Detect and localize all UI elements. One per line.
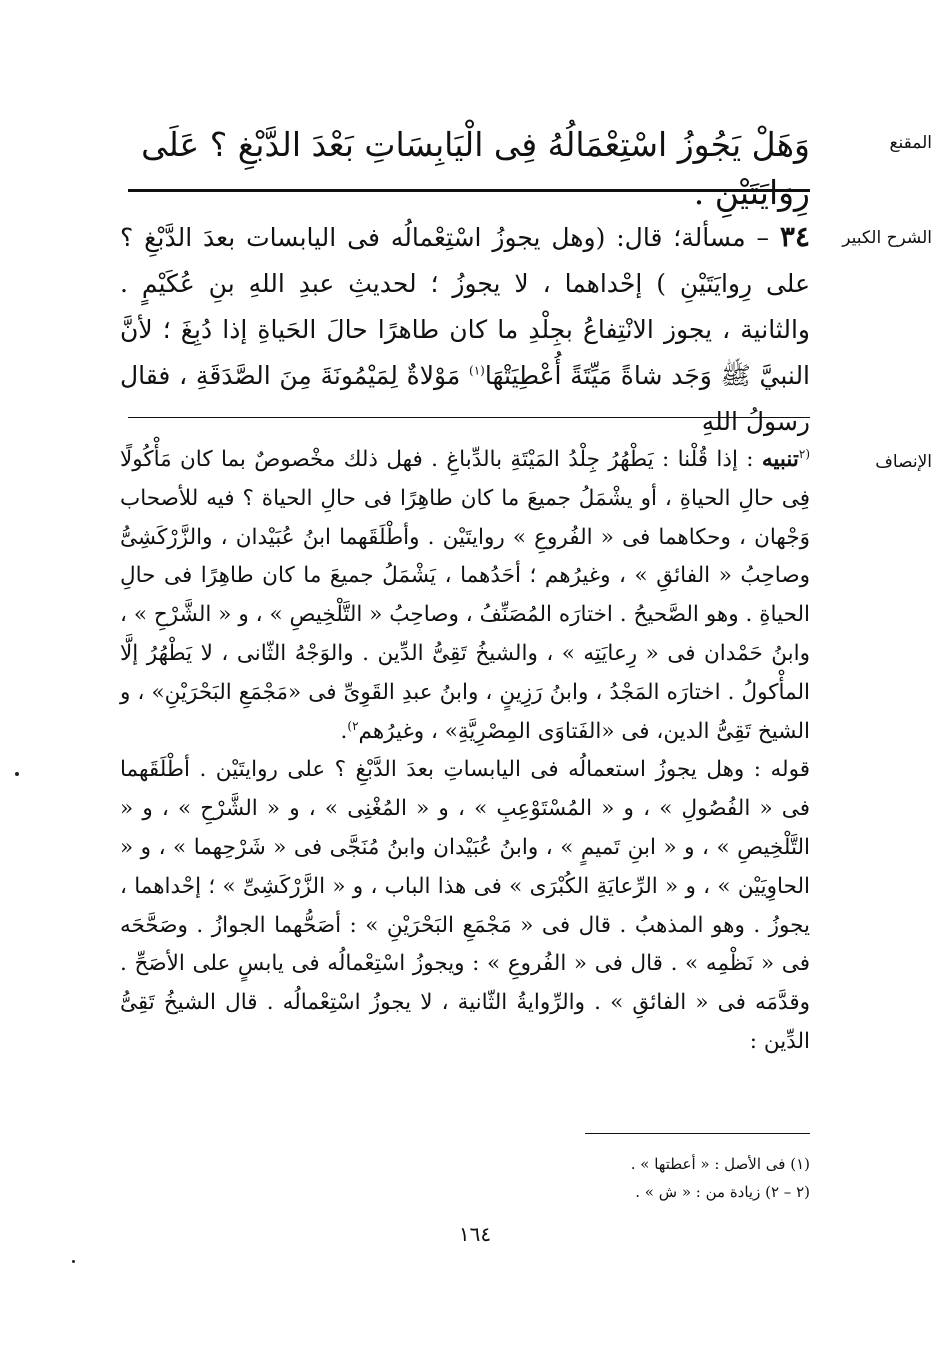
page-number: ١٦٤ <box>458 1222 492 1246</box>
footnote-marker-2-close: ٢) <box>347 718 359 733</box>
insaf-text <box>120 441 810 1136</box>
insaf-paragraph-notice: $^{(٢}$تنبيه : إذا قُلْنا : يَطْهُرُ جِلْدُ المَيْتَةِ بالدِّباغِ . فهل ذلك مخْصوصٌ بما كان مَأْكُولًا فِى حالِ الحياةِ ، أو يشْمَلُ جميعَ ما كان طاهِرًا فى حالِ الحياة ؟ فيه للأصحاب وَجْهان ، وحكاهما فى « الفُروعِ » روايتَيْن . وأطْلَقَهما ابنُ عُبَيْدان ، والزَّرْكَشِىُّ وصاحِبُ « الفائقِ » ، وغيرُهم ؛ أحَدُهما ، يَشْمَلُ جميعَ ما كان طاهِرًا فى حالِ الحياةِ . وهو الصَّحيحُ . اختارَه المُصَنِّفُ ، وصاحِبُ « التَّلْخِيصِ » ، و « الشَّرْحِ » ، وابنُ حَمْدان فى « رِعايَتِه » ، والشيخُ تَقِىُّ الدِّين . والوَجْهُ الثّانى ، لا يَطْهُرُ إلَّا المأْكولُ . اختارَه المَجْدُ ، وابنُ رَزِينٍ ، وابنُ عبدِ القَوِىِّ فى «مَجْمَعِ البَحْرَيْنِ» ، و الشيخ تَقِىُّ الدين، فى «الفَتاوَى المِصْرِيَّةِ» ، وغيرُهم$^{٢)}$. <box>120 446 810 744</box>
notice-body: : إذا قُلْنا : يَطْهُرُ جِلْدُ المَيْتَةِ بالدِّباغِ . فهل ذلك مخْصوصٌ بما كان مَأْكُولًا فِى حالِ الحياةِ ، أو يشْمَلُ جميعَ ما كان طاهِرًا فى حالِ الحياة ؟ فيه للأصحاب وَجْهان ، وحكاهما فى « الفُروعِ » روايتَيْن . وأطْلَقَهما ابنُ عُبَيْدان ، والزَّرْكَشِىُّ وصاحِبُ « الفائقِ » ، وغيرُهم ؛ أحَدُهما ، يَشْمَلُ جميعَ ما كان طاهِرًا فى حالِ الحياةِ . وهو الصَّحيحُ . اختارَه المُصَنِّفُ ، وصاحِبُ « التَّلْخِيصِ » ، و « الشَّرْحِ » ، وابنُ حَمْدان فى « رِعايَتِه » ، والشيخُ تَقِىُّ الدِّين . والوَجْهُ الثّانى ، لا يَطْهُرُ إلَّا المأْكولُ . اختارَه المَجْدُ ، وابنُ رَزِينٍ ، وابنُ عبدِ القَوِىِّ فى «مَجْمَعِ البَحْرَيْنِ» ، و الشيخ تَقِىُّ الدين، فى «الفَتاوَى المِصْرِيَّةِ» ، وغيرُهم <box>120 447 810 744</box>
footnote-marker-2-open: (٢ <box>798 446 810 461</box>
footnotes <box>440 1150 810 1206</box>
scan-speck <box>72 1260 75 1263</box>
issue-number: ٣٤ <box>779 220 810 253</box>
sharh-section-label: الشرح الكبير <box>842 228 932 248</box>
notice-heading: تنبيه <box>761 447 799 472</box>
section-divider-top <box>128 189 810 192</box>
footnote-marker-1: (١) <box>469 363 485 378</box>
insaf-paragraph-qawluhu: قوله : وهل يجوزُ استعمالُه فى اليابساتِ بعدَ الدَّبْغِ ؟ على روايتَيْن . أطْلَقَهما فى « الفُصُولِ » ، و « المُسْتَوْعِبِ » ، و « المُغْنِى » ، و « الشَّرْحِ » ، و « التَّلْخِيصِ » ، و « ابنِ تَميمٍ » ، وابنُ عُبَيْدان وابنُ مُنَجَّى فى « شَرْحِهما » ، و « الحاوِيَيْن » ، و « الرِّعايَةِ الكُبْرَى » فى هذا الباب ، و « الزَّرْكَشِىِّ » ؛ إحْداهما ، يجوزُ . وهو المذهبُ . قال فى « مَجْمَعِ البَحْرَيْنِ » : أصَحُّهما الجوازُ . وصَحَّحَه فى « نَظْمِه » . قال فى « الفُروعِ » : ويجوزُ اسْتِعْمالُه فى يابسٍ على الأصَحِّ . وقدَّمَه فى « الفائقِ » . والرِّوايةُ الثّانية ، لا يجوزُ اسْتِعْمالُه . قال الشيخُ تَقِىُّ الدِّين : <box>120 757 810 1054</box>
scan-speck <box>15 772 19 776</box>
muqni-text: وَهَلْ يَجُوزُ اسْتِعْمَالُهُ فِى الْيَابِسَاتِ بَعْدَ الدَّبْغِ ؟ عَلَى رِوَايَتَيْنِ . <box>141 125 810 212</box>
footnote-2: (٢ – ٢) زيادة من : « ش » . <box>635 1183 810 1201</box>
muqni-section-label: المقنع <box>889 133 932 153</box>
sharh-text <box>120 214 811 436</box>
sharh-body-end: مَوْلاةٌ لِمَيْمُونَةَ مِنَ الصَّدَقَةِ ، فقال رسولُ اللهِ <box>120 361 810 436</box>
section-divider-middle <box>128 417 810 418</box>
sharh-body: – مسألة؛ قال: (وهل يجوزُ اسْتِعْمالُه فى اليابسات بعدَ الدَّبْغِ ؟ على رِوايَتَيْنِ ) إحْداهما ، لا يجوزُ ؛ لحديثِ عبدِ اللهِ بنِ عُكَيْمٍ . والثانية ، يجوز الانْتِفاعُ بجِلْدِ ما كان طاهرًا حالَ الحَياةِ إذا دُبِغَ ؛ لأنَّ النبيَّ ﷺ وَجَد شاةً مَيِّتَةً أُعْطِيَتْهَا <box>120 223 811 390</box>
footnote-separator <box>585 1133 810 1134</box>
insaf-section-label: الإنصاف <box>875 452 932 472</box>
footnote-1: (١) فى الأصل : « أعطتها » . <box>630 1155 810 1173</box>
